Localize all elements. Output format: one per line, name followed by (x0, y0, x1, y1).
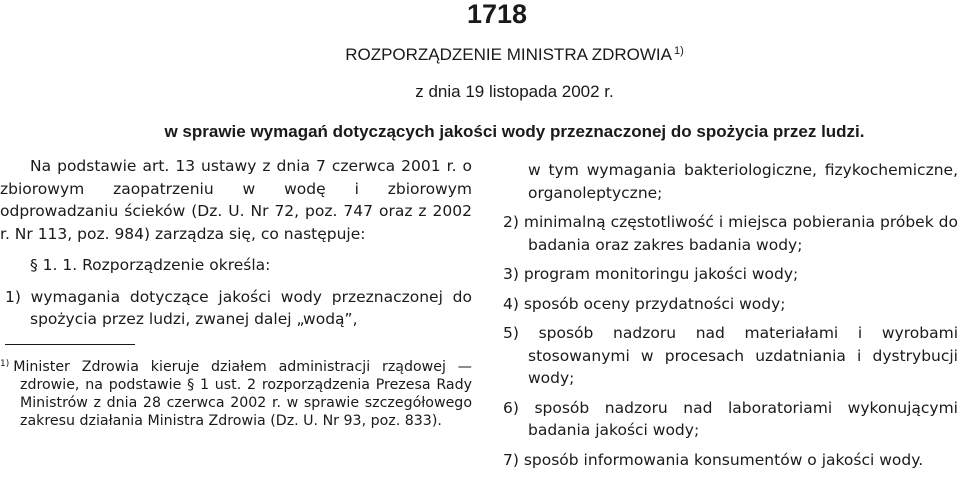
footnote (0, 355, 472, 431)
section-1-heading: § 1. 1. Rozporządzenie określa: (30, 256, 271, 274)
title-text: ROZPORZĄDZENIE MINISTRA ZDROWIA (345, 45, 672, 64)
list-item-7: 7) sposób informowania konsumentów o jakości wody. (503, 450, 924, 469)
document-date: z dnia 19 listopada 2002 r. (415, 82, 614, 101)
document-number: 1718 (466, 0, 528, 29)
right-column (498, 159, 958, 478)
footnote-text: Minister Zdrowia kieruje działem administracji rządowej — zdrowie, na podstawie § 1 ust. 2 rozporządzenia Prezesa Rady Ministrów z dnia 28 czerwca 2002 r. w sprawie szczegółowego zakresu działania Ministra Zdrowia (Dz. U. Nr 93, poz. 833). (13, 358, 472, 430)
list-item-1-continued: w tym wymagania bakteriologiczne, fizykochemiczne, organoleptyczne; (528, 161, 958, 202)
footnote-divider (5, 344, 135, 345)
list-item-6: 6) sposób nadzoru nad laboratoriami wykonującymi badania jakości wody; (503, 398, 958, 439)
preamble: Na podstawie art. 13 ustawy z dnia 7 czerwca 2001 r. o zbiorowym zaopatrzeniu w wodę i zbiorowym odprowadzaniu ścieków (Dz. U. Nr 72, poz. 747 oraz z 2002 r. Nr 113, poz. 984) zarządza się, co następuje: (0, 157, 472, 243)
footnote-marker: 1) (0, 358, 10, 369)
list-item-4: 4) sposób oceny przydatności wody; (503, 294, 786, 313)
list-item-1: 1) wymagania dotyczące jakości wody przeznaczonej do spożycia przez ludzi, zwanej dalej „wodą”, (5, 287, 472, 328)
list-item-3: 3) program monitoringu jakości wody; (503, 265, 799, 283)
title-footnote-marker: 1) (674, 45, 684, 57)
list-item-5: 5) sposób nadzoru nad materiałami i wyrobami stosowanymi w procesach uzdatniania i dystrybucji wody; (503, 324, 958, 387)
list-item-2: 2) minimalną częstotliwość i miejsca pobierania próbek do badania oraz zakres badania wody; (503, 213, 958, 254)
left-column (0, 155, 472, 430)
document-subject: w sprawie wymagań dotyczących jakości wody przeznaczonej do spożycia przez ludzi. (164, 122, 865, 141)
document-title (0, 40, 959, 66)
